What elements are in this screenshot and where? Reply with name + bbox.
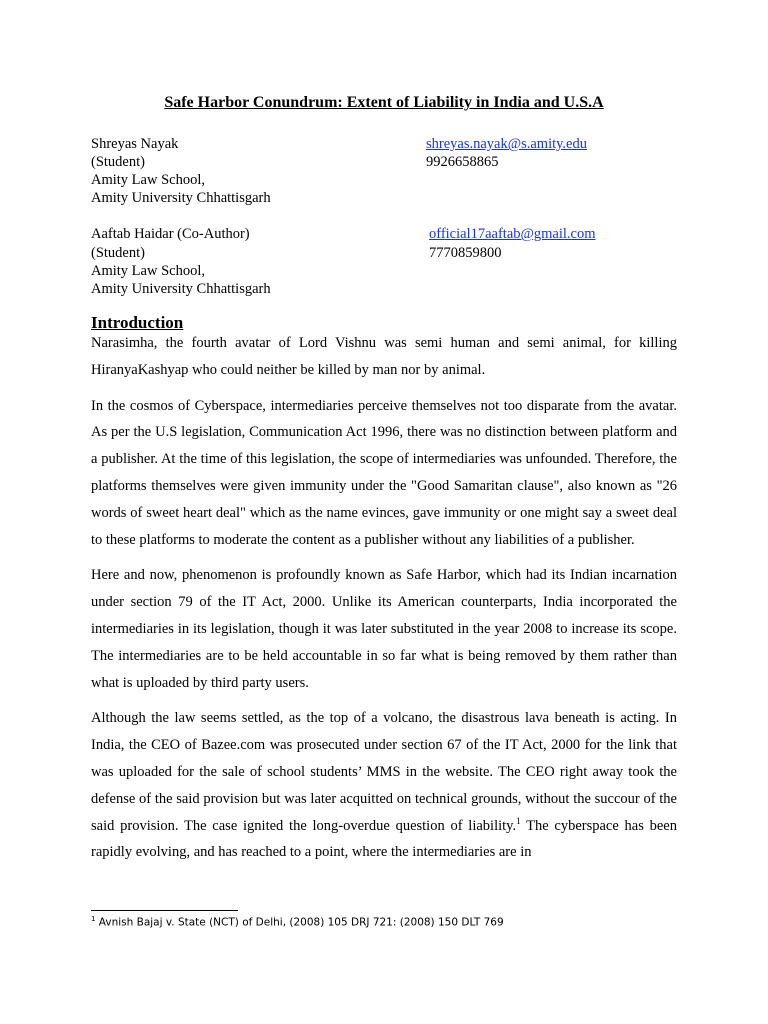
author-school: Amity Law School,	[91, 172, 205, 188]
author-name: Aaftab Haidar (Co-Author)	[91, 226, 250, 242]
footnote-number: 1	[91, 915, 96, 923]
body-text	[91, 330, 677, 875]
author-role: (Student)	[91, 245, 145, 261]
section-heading-introduction: Introduction	[91, 313, 184, 332]
footnote-reference[interactable]: 1	[516, 815, 521, 826]
author-university: Amity University Chhattisgarh	[91, 281, 271, 297]
author-contact-2	[429, 225, 595, 262]
author-school: Amity Law School,	[91, 263, 205, 279]
paragraph: Here and now, phenomenon is profoundly known as Safe Harbor, which had its Indian incarnation under section 79 of the IT Act, 2000. Unlike its American counterparts, India incorporated the intermediaries in its legislation, though it was later substituted in the year 2008 to increase its scope. The intermediaries are to be held accountable in so far what is being removed by them rather than what is uploaded by third party users.	[91, 567, 677, 691]
paragraph: In the cosmos of Cyberspace, intermediaries perceive themselves not too disparate from the avatar. As per the U.S legislation, Communication Act 1996, there was no distinction between platform and a publisher. At the time of this legislation, the scope of intermediaries was unfounded. Therefore, the platforms themselves were given immunity under the "Good Samaritan clause", also known as "26 words of sweet heart deal" which as the name evinces, gave immunity or one might say a sweet deal to these platforms to moderate the content as a publisher without any liabilities of a publisher.	[91, 397, 677, 548]
author-university: Amity University Chhattisgarh	[91, 190, 271, 206]
paragraph-text: The cyberspace has been rapidly evolving, and has reached to a point, where the intermediaries are in	[91, 817, 677, 861]
author-block-2	[91, 225, 271, 298]
paragraph: Narasimha, the fourth avatar of Lord Vishnu was semi human and semi animal, for killing HiranyaKashyap who could neither be killed by man nor by animal.	[91, 335, 677, 378]
author-phone: 7770859800	[429, 245, 502, 261]
author-name: Shreyas Nayak	[91, 136, 179, 152]
author-email-link[interactable]: shreyas.nayak@s.amity.edu	[426, 136, 587, 152]
paper-title: Safe Harbor Conundrum: Extent of Liability in India and U.S.A	[164, 94, 604, 111]
paragraph-text: Although the law seems settled, as the top of a volcano, the disastrous lava beneath is acting. In India, the CEO of Bazee.com was prosecuted under section 67 of the IT Act, 2000 for the link that was uploaded for the sale of school students’ MMS in the website. The CEO right away took the defense of the said provision but was later acquitted on technical grounds, without the succour of the said provision. The case ignited the long-overdue question of liability.	[91, 710, 677, 834]
author-email-link[interactable]: official17aaftab@gmail.com	[429, 226, 596, 242]
footnote	[91, 915, 504, 929]
paragraph	[91, 705, 677, 866]
author-block-1	[91, 135, 271, 207]
author-role: (Student)	[91, 154, 145, 170]
author-contact-1	[426, 135, 587, 171]
author-phone: 9926658865	[426, 154, 499, 170]
footnote-text: Avnish Bajaj v. State (NCT) of Delhi, (2008) 105 DRJ 721: (2008) 150 DLT 769	[95, 916, 504, 929]
footnote-separator	[91, 910, 238, 911]
